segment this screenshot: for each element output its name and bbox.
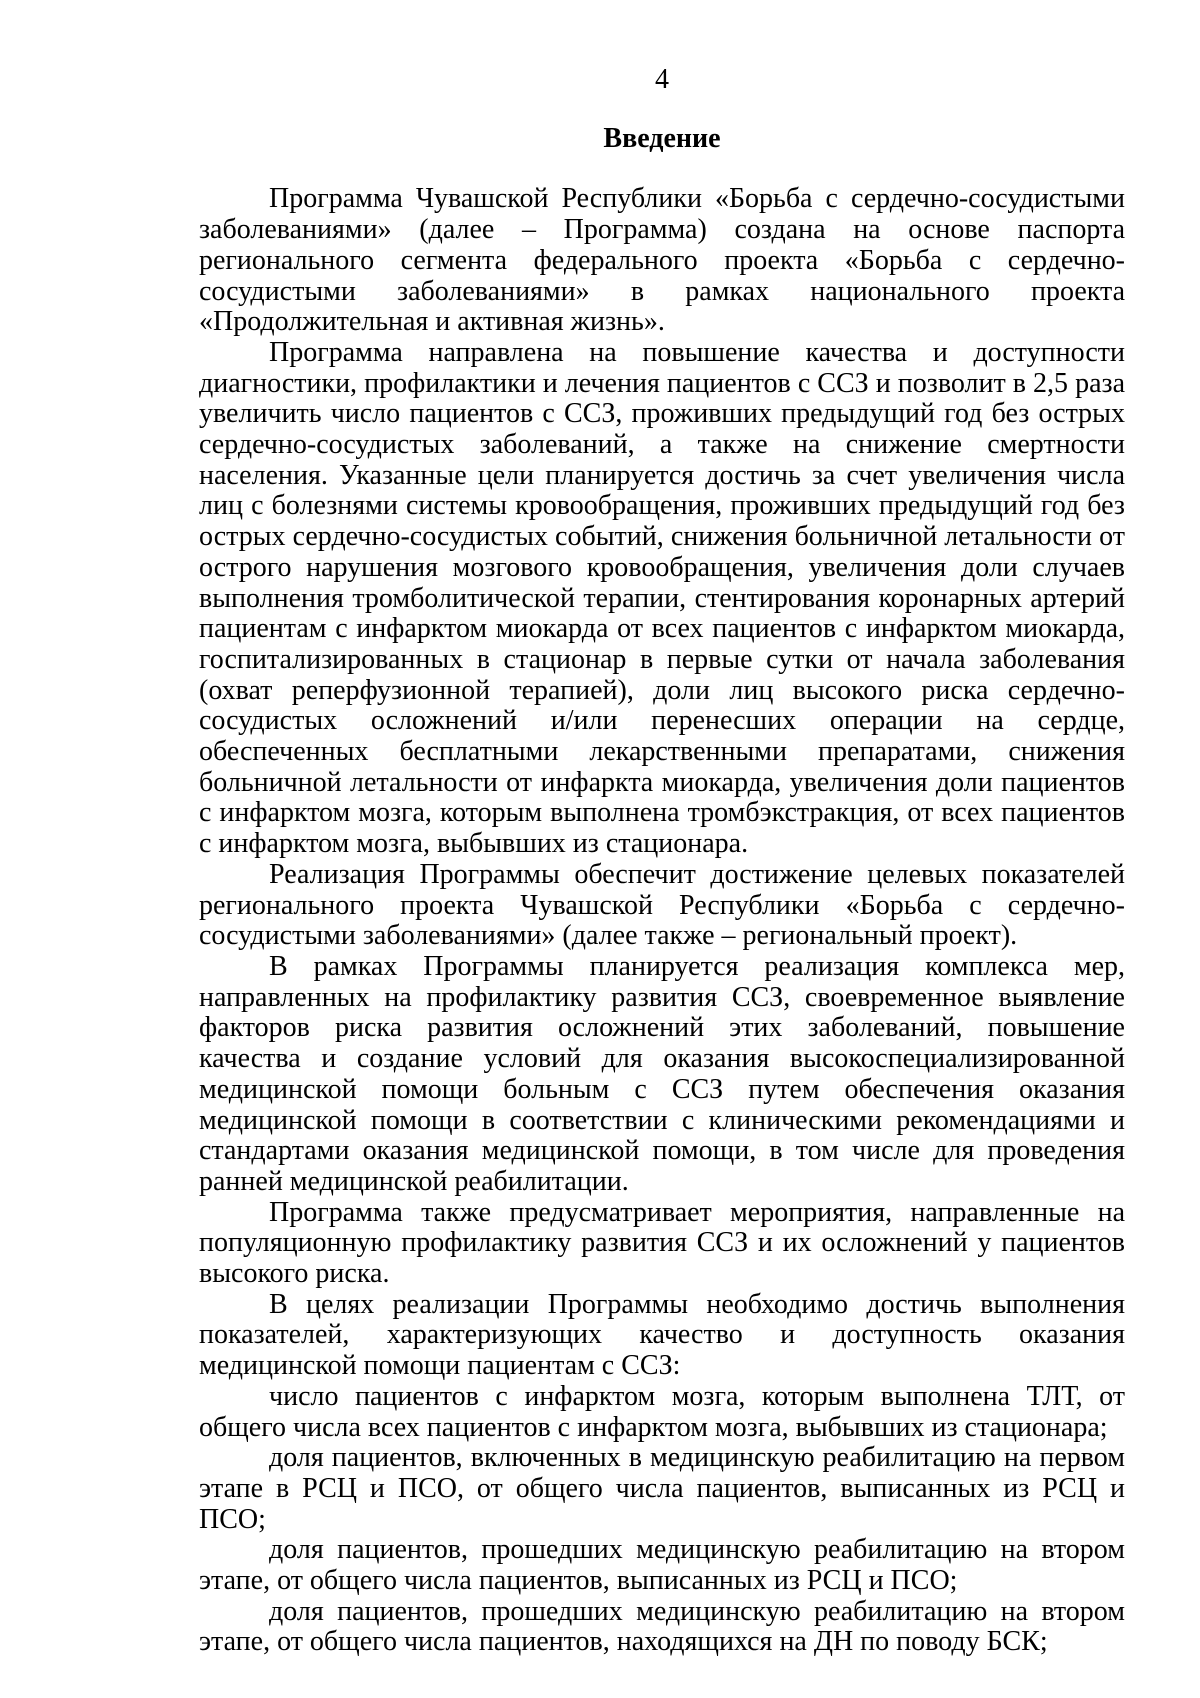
paragraph: В рамках Программы планируется реализация комплекса мер, направленных на профилактику развития ССЗ, своевременное выявление факторов риска развития осложнений этих заболеваний, повышение качества и создание условий для оказания высокоспециализированной медицинской помощи больным с ССЗ путем обеспечения оказания медицинской помощи в соответствии с клиническими рекомендациями и стандартами оказания медицинской помощи, в том числе для проведения ранней медицинской реабилитации. (199, 950, 1125, 1197)
paragraph: доля пациентов, прошедших медицинскую реабилитацию на втором этапе, от общего числа пациентов, выписанных из РСЦ и ПСО; (199, 1534, 1125, 1597)
document-body (199, 184, 1125, 1658)
paragraph: Программа также предусматривает мероприятия, направленные на популяционную профилактику развития ССЗ и их осложнений у пациентов высокого риска. (199, 1196, 1125, 1290)
paragraph: Реализация Программы обеспечит достижение целевых показателей регионального проекта Чувашской Республики «Борьба с сердечно-сосудистыми заболеваниями» (далее также – региональный проект). (199, 858, 1125, 952)
paragraph: доля пациентов, включенных в медицинскую реабилитацию на первом этапе в РСЦ и ПСО, от общего числа пациентов, выписанных из РСЦ и ПСО; (199, 1442, 1125, 1535)
page-number: 4 (655, 64, 669, 95)
paragraph: В целях реализации Программы необходимо достичь выполнения показателей, характеризующих качество и доступность оказания медицинской помощи пациентам с ССЗ: (199, 1288, 1125, 1382)
paragraph: Программа направлена на повышение качества и доступности диагностики, профилактики и лечения пациентов с ССЗ и позволит в 2,5 раза увеличить число пациентов с ССЗ, проживших предыдущий год без острых сердечно-сосудистых заболеваний, а также на снижение смертности населения. Указанные цели планируется достичь за счет увеличения числа лиц с болезнями системы кровообращения, проживших предыдущий год без острых сердечно-сосудистых событий, снижения больничной летальности от острого нарушения мозгового кровообращения, увеличения доли случаев выполнения тромболитической терапии, стентирования коронарных артерий пациентам с инфарктом миокарда от всех пациентов с инфарктом миокарда, госпитализированных в стационар в первые сутки от начала заболевания (охват реперфузионной терапией), доли лиц высокого риска сердечно-сосудистых осложнений и/или перенесших операции на сердце, обеспеченных бесплатными лекарственными препаратами, снижения больничной летальности от инфаркта миокарда, увеличения доли пациентов с инфарктом мозга, которым выполнена тромбэкстракция, от всех пациентов с инфарктом мозга, выбывших из стационара. (199, 336, 1125, 860)
paragraph: доля пациентов, прошедших медицинскую реабилитацию на втором этапе, от общего числа пациентов, находящихся на ДН по поводу БСК; (199, 1595, 1125, 1658)
paragraph: Программа Чувашской Республики «Борьба с сердечно-сосудистыми заболеваниями» (далее – Программа) создана на основе паспорта регионального сегмента федерального проекта «Борьба с сердечно-сосудистыми заболеваниями» в рамках национального проекта «Продолжительная и активная жизнь». (199, 183, 1125, 338)
paragraph: число пациентов с инфарктом мозга, которым выполнена ТЛТ, от общего числа всех пациентов с инфарктом мозга, выбывших из стационара; (199, 1380, 1125, 1443)
section-heading: Введение (603, 122, 721, 154)
